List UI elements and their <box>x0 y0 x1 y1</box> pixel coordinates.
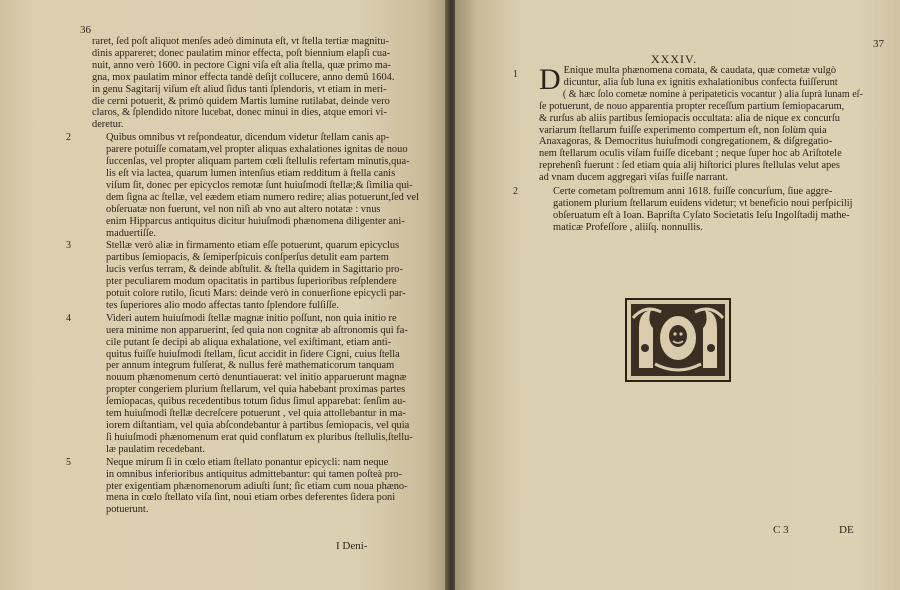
paragraph-lines <box>92 132 424 239</box>
right-paragraph <box>513 186 863 234</box>
paragraph-number: 2 <box>513 186 518 198</box>
text-line: Anaxagoras, & Democritus huiuſmodi congregationem, & diſgregatio- <box>539 136 833 148</box>
text-line: Stellæ verò aliæ in firmamento etiam eſſe potuerunt, quarum epicyclus <box>106 240 400 252</box>
text-line: potuerunt. <box>106 504 149 516</box>
left-paragraph <box>66 132 424 239</box>
right-text-block <box>513 63 863 234</box>
text-line: dinis appareret; donec paulatim minor effecta, poſt biennium elapſi cua- <box>92 47 391 59</box>
text-line: potuit colore rutilo, ſicuti Mars: deinde verò in conuerſione epicycli par- <box>106 288 406 300</box>
left-paragraph <box>66 312 424 456</box>
text-line: gna, mox paulatim minor effecta tandè deſijt collucere, anno demû 1604. <box>92 71 395 83</box>
text-line: nouum phænomenum certò denuntiauerat: vel initio apparuerunt magnæ <box>106 372 407 384</box>
paragraph-number: 3 <box>66 240 71 252</box>
text-line: claros, & ſplendido nitore lucebat, donec minui in dies, atque emori vi- <box>92 107 387 119</box>
left-text-block <box>66 36 424 516</box>
right-catchword: DE <box>839 524 854 536</box>
right-page <box>455 0 900 590</box>
paragraph-lines <box>92 457 424 517</box>
paragraph-lines <box>539 65 863 184</box>
text-line: variarum ſtellarum fuiſſe experimento compertum eſt, non ſolùm quia <box>539 124 827 136</box>
text-line: in omnibus inferioribus antiquitus admittebantur: qui tamen poſteà pro- <box>106 468 403 480</box>
paragraph-lines <box>92 313 424 456</box>
left-page <box>0 0 448 590</box>
text-line: enim Hipparcus antiquitus dicitur huiuſmodi phænomena diligenter ani- <box>106 215 405 227</box>
text-line: Quibus omnibus vt reſpondeatur, dicendum videtur ſtellam canis ap- <box>106 132 390 144</box>
left-paragraph <box>66 240 424 311</box>
paragraph-number: 5 <box>66 456 71 468</box>
text-line: lucis verſus terram, & deinde abſtulit. & ſtella quidem in Sagittario pro- <box>106 264 403 276</box>
paragraph-number: 1 <box>513 69 518 80</box>
text-line: partibus ſemiopacis, & ſemiperſpicuis conſperſus detulit eam partem <box>106 252 389 264</box>
text-line: obſeruatæ non fuerunt, vel non niſi ab vno aut altero notatæ : vnus <box>106 203 381 215</box>
text-line: maduertiſſe. <box>106 227 156 239</box>
text-line: mena in cœlo ſtellato viſa ſint, noui etiam orbes deferentes ſidera poni <box>106 492 396 504</box>
text-line: cile putant ſe decipi ab aliqua exhalatione, vel exiſtimant, etiam anti- <box>106 336 392 348</box>
paragraph-number: 4 <box>66 312 71 324</box>
text-line: ſemiopacas, quibus recedentibus totum ſidus ſimul apparebat: ſenſim au- <box>106 396 406 408</box>
left-catchword: I Deni- <box>336 540 368 552</box>
text-line: lis eſt via lactea, quarum lumen intenſius etiam redditum à ſtella canis <box>106 167 396 179</box>
text-line: Enique multa phænomena comata, & caudata, quæ cometæ vulgò <box>563 65 837 76</box>
text-line: ſe potuerunt, de nouo apparentia propter receſſum partium ſemiopacarum, <box>539 100 845 112</box>
text-line: nuit, anno verò 1600. in pectore Cigni viſa eſt alia ſtella, quæ primo ma- <box>92 59 391 71</box>
text-line: deretur. <box>92 119 124 131</box>
text-line: pter peculiarem modum opacitatis in partibus ſuperioribus reſplendere <box>106 276 397 288</box>
text-line: gationem plurium ſtellarum euidens videtur; vt beneficio noui perſpicilij <box>553 197 853 209</box>
text-line: dem ſigna ac ſtellæ, vel eædem etiam numero redire; alias potuerunt,ſed vel <box>106 191 420 203</box>
text-line: ſuccenſas, vel propter aliquam partem cœli ſtellulis refertam minutis,qua- <box>106 156 410 168</box>
right-page-number: 37 <box>873 38 884 50</box>
text-line: Certe cometam poſtremum anni 1618. fuiſſe concurſum, ſiue aggre- <box>553 186 833 198</box>
text-line: per annum integrum fulſerat, & nullus ferè mathematicorum tanquam <box>106 360 395 372</box>
text-line: Neque mirum ſi in cœlo etiam ſtellato ponantur epicycli: nam neque <box>106 456 389 468</box>
text-line: raret, ſed poſt aliquot menſes adeò diminuta eſt, vt ſtella tertiæ magnitu- <box>92 36 389 47</box>
drop-cap: D <box>539 63 561 96</box>
left-paragraph <box>92 36 424 131</box>
text-line: ( & hæc ſolo cometæ nomine à peripateticis vocantur ) alia ſuprà lunam eſ- <box>562 88 863 100</box>
left-paragraph <box>66 456 424 517</box>
paragraph-number: 2 <box>66 132 71 144</box>
text-line: Videri autem huiuſmodi ſtellæ magnæ initio poſſunt, non quia initio re <box>106 312 397 324</box>
section-heading: XXXIV. <box>651 52 698 66</box>
text-line: in genu Sagitarij viſum eſt aliud ſidus tanti ſplendoris, vt etiam in meri- <box>92 83 387 95</box>
text-line: læ paulatim recedebant. <box>106 443 205 455</box>
text-line: tem huiuſmodi ſtellæ decreſcere potuerunt , vel quia attollebantur in ma- <box>106 408 406 420</box>
text-line: uera minime non apparuerint, ſed quia non cognitæ ab aſtronomis qui fa- <box>106 324 408 336</box>
text-line: parere potuiſſe comatam,vel propter aliquas exhalationes ignitas de nouo <box>106 144 408 156</box>
text-line: propter congeriem plurium ſtellarum, vel quia habebant proximas partes <box>106 384 406 396</box>
printers-ornament-image <box>625 298 731 382</box>
text-line: obſeruatum eſt à Ioan. Bapriſta Cyſato Societatis Ieſu Ingolſtadij mathe- <box>553 209 850 221</box>
text-line: ſi huiuſmodi phænomenum erat quid conflatum ex pluribus ſtellulis,ſtellu- <box>106 431 413 443</box>
text-line: nem ſtellarum oculis viſam fuiſſe dicebant ; neque ſuper hoc ab Ariſtotele <box>539 148 842 160</box>
paragraph-lines <box>92 240 424 311</box>
text-line: die cerni potuerit, & primò quidem Martis lumine rutilabat, deinde vero <box>92 95 390 107</box>
paragraph-lines <box>539 186 863 234</box>
signature-mark: C 3 <box>773 524 789 536</box>
text-line: dicuntur, alia ſub luna ex ignitis exhalationibus confecta fuiſſerunt <box>563 76 838 88</box>
text-line: tes ſuperiores alio modo affectas tanto ſplendore fulſiſſe. <box>106 299 339 311</box>
text-line: iorem diſtantiam, vel quia abſcondebantur à partibus ſemiopacis, vel quia <box>106 420 410 431</box>
right-paragraph <box>513 63 863 184</box>
text-line: viſum ſit, donec per epicyclos remotæ ſunt huiuſmodi ſtellæ;& ſimilia qui- <box>106 179 413 191</box>
paragraph-lines <box>92 36 424 131</box>
text-line: ad vnam ducem aggregari viſas fuiſſe narrant. <box>539 172 728 184</box>
text-line: pter exigentiam phænomenorum adiuſti ſunt; ſic etiam cum noua phæno- <box>106 480 408 492</box>
text-line: & rurſus ab aliis partibus ſemiopacis occultata: alia de nique ex concurſu <box>539 112 840 124</box>
left-page-number: 36 <box>80 24 91 36</box>
text-line: reprehenſi fuerunt : ſed etiam quia alij hiſtorici plures ſtellulas velut apes <box>539 160 840 172</box>
text-line: quitus fuiſſe huiuſmodi ſtellam, ſicut accidit in ſidere Cigni, cuius ſtella <box>106 348 400 360</box>
text-line: maticæ Profeſſore , aliiſq. nonnullis. <box>553 221 703 233</box>
